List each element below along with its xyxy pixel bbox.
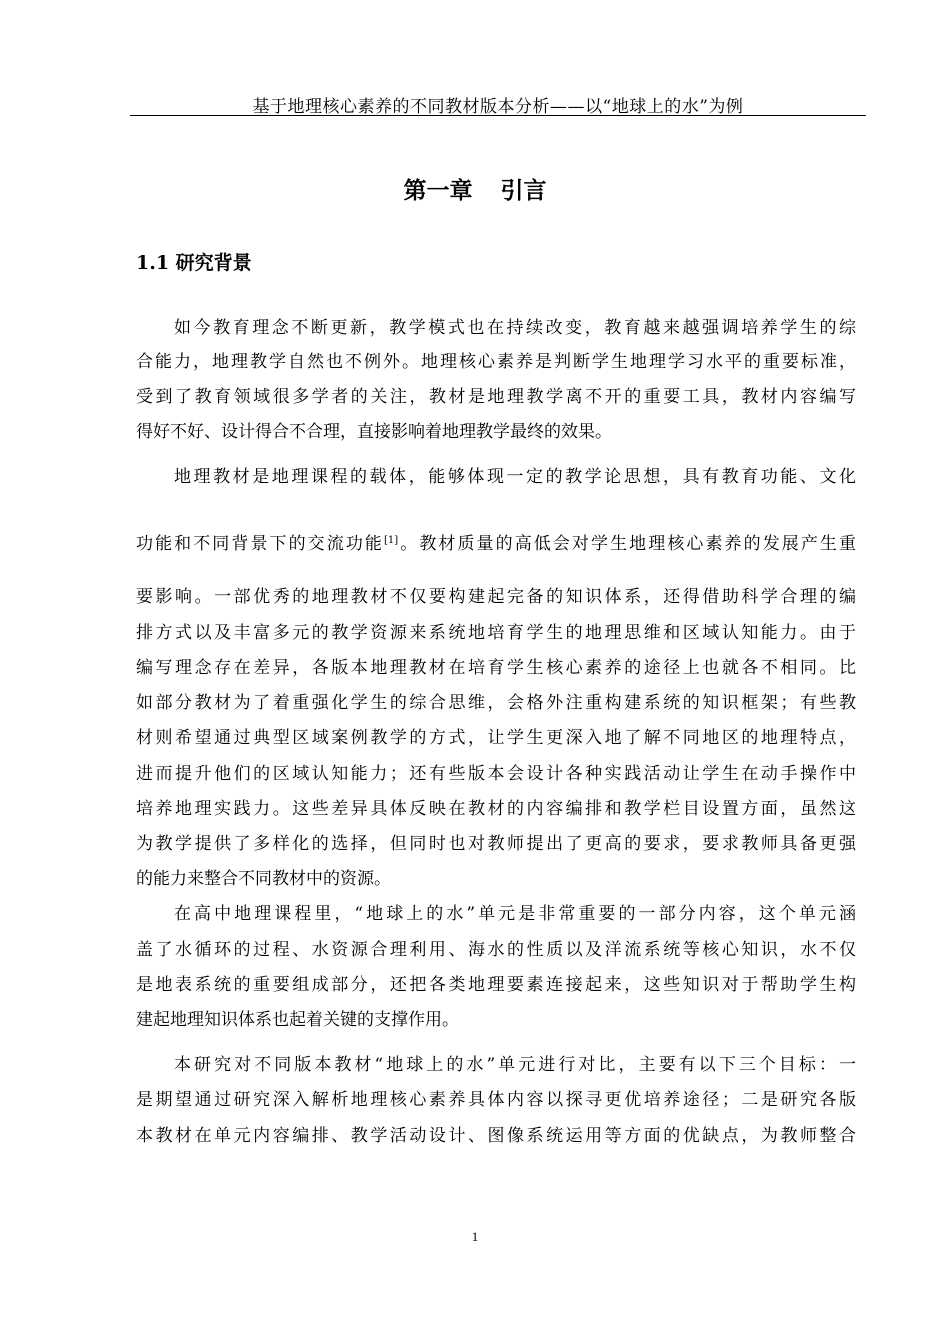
- paragraph-line: 在高中地理课程里，“地球上的水”单元是非常重要的一部分内容，这个单元涵: [174, 904, 856, 924]
- paragraph-line: 排方式以及丰富多元的教学资源来系统地培育学生的地理思维和区域认知能力。由于: [136, 623, 856, 643]
- paragraph-line: 如部分教材为了着重强化学生的综合思维，会格外注重构建系统的知识框架；有些教: [136, 693, 856, 713]
- paragraph-line: 得好不好、设计得合不合理，直接影响着地理教学最终的效果。: [136, 422, 612, 442]
- paragraph-line: 本教材在单元内容编排、教学活动设计、图像系统运用等方面的优缺点，为教师整合: [136, 1126, 856, 1146]
- page-number: 1: [471, 1229, 479, 1244]
- paragraph-line: 编写理念存在差异，各版本地理教材在培育学生核心素养的途径上也就各不相同。比: [136, 658, 856, 678]
- paragraph-line: 材则希望通过典型区域案例教学的方式，让学生更深入地了解不同地区的地理特点，: [136, 728, 856, 748]
- paragraph-line: 地理教材是地理课程的载体，能够体现一定的教学论思想，具有教育功能、文化: [174, 467, 856, 487]
- running-header: 基于地理核心素养的不同教材版本分析——以“地球上的水”为例: [252, 97, 744, 117]
- paragraph-line: 本研究对不同版本教材“地球上的水”单元进行对比，主要有以下三个目标：一: [174, 1055, 856, 1075]
- paragraph-line: 进而提升他们的区域认知能力；还有些版本会设计各种实践活动让学生在动手操作中: [136, 764, 856, 784]
- paragraph-line: 如今教育理念不断更新，教学模式也在持续改变，教育越来越强调培养学生的综: [174, 318, 856, 338]
- paragraph-line: 培养地理实践力。这些差异具体反映在教材的内容编排和教学栏目设置方面，虽然这: [136, 799, 856, 819]
- section-heading: 1.1 研究背景: [136, 252, 252, 274]
- line-text: 功能和不同背景下的交流功能: [136, 534, 384, 554]
- paragraph-line: 受到了教育领域很多学者的关注，教材是地理教学离不开的重要工具，教材内容编写: [136, 387, 856, 407]
- paragraph-line: 为教学提供了多样化的选择，但同时也对教师提出了更高的要求，要求教师具备更强: [136, 834, 856, 854]
- paragraph-line: 的能力来整合不同教材中的资源。: [136, 869, 391, 889]
- line-text: 。教材质量的高低会对学生地理核心素养的发展产生重: [398, 534, 857, 554]
- citation-ref[interactable]: [1]: [384, 535, 399, 546]
- chapter-title: [0, 172, 950, 205]
- paragraph-line: 是地表系统的重要组成部分，还把各类地理要素连接起来，这些知识对于帮助学生构: [136, 975, 856, 995]
- paragraph-line: 盖了水循环的过程、水资源合理利用、海水的性质以及洋流系统等核心知识，水不仅: [136, 940, 856, 960]
- paragraph-line: 建起地理知识体系也起着关键的支撑作用。: [136, 1010, 459, 1030]
- chapter-number: 第一章: [403, 177, 473, 204]
- paragraph-line: 合能力，地理教学自然也不例外。地理核心素养是判断学生地理学习水平的重要标准，: [136, 352, 856, 372]
- chapter-name: 引言: [500, 177, 547, 204]
- header-rule: [130, 115, 866, 116]
- paragraph-line: 要影响。一部优秀的地理教材不仅要构建起完备的知识体系，还得借助科学合理的编: [136, 587, 856, 607]
- paragraph-line: [136, 529, 856, 554]
- paragraph-line: 是期望通过研究深入解析地理核心素养具体内容以探寻更优培养途径；二是研究各版: [136, 1090, 856, 1110]
